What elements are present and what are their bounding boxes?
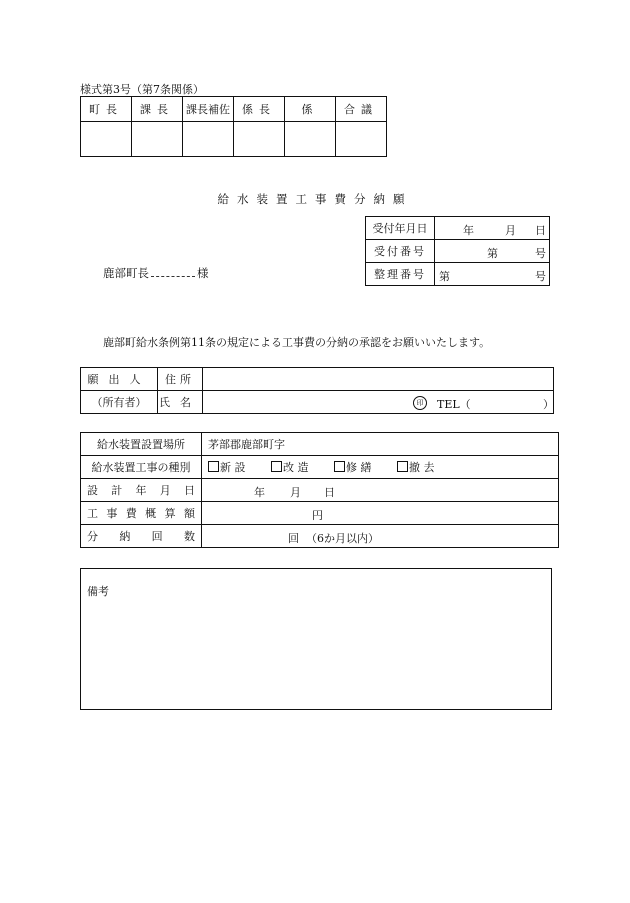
design-year-unit: 年	[254, 486, 265, 499]
approval-header-consultation: 合議	[336, 97, 387, 122]
approval-stamp-section-chief[interactable]	[132, 122, 183, 157]
work-type-repair[interactable]: 修 繕	[334, 461, 372, 474]
work-type-label: 給水装置工事の種別	[81, 456, 202, 479]
control-number-suffix: 号	[535, 270, 546, 283]
approval-header-subsection-chief: 係長	[234, 97, 285, 122]
design-day-unit: 日	[324, 486, 335, 499]
checkbox-icon	[397, 461, 408, 472]
addressee-suffix: 様	[197, 266, 209, 280]
tel-close: ）	[543, 398, 554, 411]
installments-note: （6か月以内）	[306, 532, 379, 545]
remarks-label: 備考	[87, 585, 109, 598]
control-number-prefix: 第	[439, 270, 450, 283]
approval-stamp-table	[80, 96, 387, 157]
approval-stamp-subsection-chief[interactable]	[234, 122, 285, 157]
work-type-new[interactable]: 新 設	[208, 461, 246, 474]
receipt-number-field[interactable]	[435, 240, 550, 263]
approval-header-mayor: 町長	[81, 97, 132, 122]
installation-info-table	[80, 432, 559, 548]
control-number-field[interactable]	[435, 263, 550, 286]
address-field[interactable]	[203, 368, 554, 391]
design-date-field[interactable]	[202, 479, 559, 502]
currency-unit: 円	[312, 509, 323, 522]
owner-label: （所有者）	[81, 391, 158, 414]
applicant-role-label: 願出人	[81, 368, 158, 391]
installments-unit: 回	[288, 532, 299, 545]
applicant-table	[80, 367, 554, 414]
received-date-label: 受付年月日	[366, 217, 435, 240]
work-type-remodel[interactable]: 改 造	[271, 461, 309, 474]
address-label: 住所	[158, 368, 203, 391]
estimate-field[interactable]	[202, 502, 559, 525]
receipt-number-label: 受付番号	[366, 240, 435, 263]
seal-icon: 印	[413, 396, 427, 410]
received-date-field[interactable]	[435, 217, 550, 240]
installments-field[interactable]	[202, 525, 559, 548]
design-month-unit: 月	[290, 486, 301, 499]
estimate-label: 工 事 費 概 算 額	[81, 502, 202, 525]
addressee-prefix: 鹿部町長	[103, 266, 149, 280]
received-year-unit: 年	[463, 224, 474, 237]
receipt-number-suffix: 号	[535, 247, 546, 260]
received-month-unit: 月	[505, 224, 516, 237]
approval-header-section-chief: 課長	[132, 97, 183, 122]
request-statement: 鹿部町給水条例第11条の規定による工事費の分納の承認をお願いいたします。	[103, 336, 491, 349]
remarks-box[interactable]	[80, 568, 552, 710]
checkbox-icon	[271, 461, 282, 472]
checkbox-icon	[334, 461, 345, 472]
reception-table	[365, 216, 550, 286]
control-number-label: 整理番号	[366, 263, 435, 286]
work-type-removal[interactable]: 撤 去	[397, 461, 435, 474]
form-title: 給水装置工事費分納願	[217, 192, 413, 206]
form-number: 様式第3号（第7条関係）	[80, 83, 204, 96]
name-field[interactable]	[203, 391, 554, 414]
tel-label: TEL（	[437, 398, 471, 411]
location-label: 給水装置設置場所	[81, 433, 202, 456]
approval-stamp-mayor[interactable]	[81, 122, 132, 157]
approval-stamp-deputy-chief[interactable]	[183, 122, 234, 157]
approval-stamp-consultation[interactable]	[336, 122, 387, 157]
approval-header-deputy-chief: 課長補佐	[183, 97, 234, 122]
approval-header-staff: 係	[285, 97, 336, 122]
received-day-unit: 日	[535, 224, 546, 237]
addressee-blank[interactable]	[151, 267, 195, 277]
receipt-number-prefix: 第	[487, 247, 498, 260]
approval-stamp-staff[interactable]	[285, 122, 336, 157]
installments-label: 分 納 回 数	[81, 525, 202, 548]
checkbox-icon	[208, 461, 219, 472]
addressee	[103, 265, 209, 281]
work-type-field	[202, 456, 559, 479]
design-date-label: 設 計 年 月 日	[81, 479, 202, 502]
name-label: 氏名	[158, 391, 203, 414]
location-field[interactable]: 茅部郡鹿部町字	[202, 433, 559, 456]
